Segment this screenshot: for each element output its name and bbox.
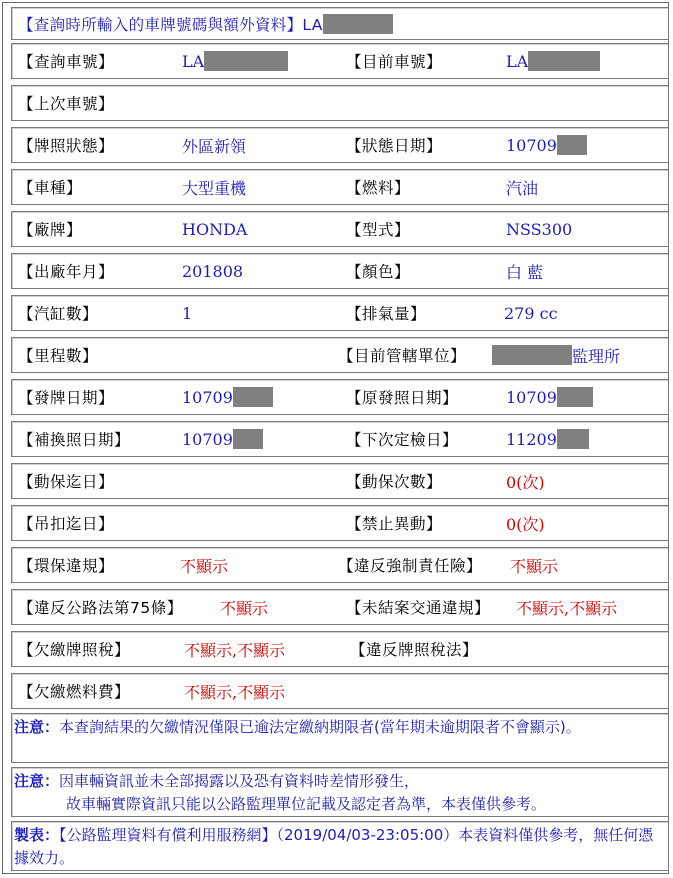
field-label-text: 【車種】 xyxy=(18,179,83,197)
field-label xyxy=(338,548,482,582)
redacted-block xyxy=(557,387,593,407)
field-value xyxy=(506,506,545,540)
info-row xyxy=(11,85,669,121)
note-source xyxy=(11,821,669,871)
field-label-text: 【動保次數】 xyxy=(346,473,443,491)
field-label-text: 【查詢車號】 xyxy=(18,53,115,71)
field-label-text: 【型式】 xyxy=(346,221,411,239)
field-value xyxy=(506,128,587,162)
field-label xyxy=(346,506,442,540)
field-label-text: 【原發照日期】 xyxy=(346,389,459,407)
field-label-text: 【禁止異動】 xyxy=(346,515,443,533)
field-label xyxy=(18,422,130,456)
field-label-text: 【補換照日期】 xyxy=(18,431,131,449)
field-label-text: 【未結案交通違規】 xyxy=(346,599,491,617)
note-overdue xyxy=(11,713,669,763)
field-value xyxy=(492,338,620,372)
field-value xyxy=(516,590,617,624)
info-row xyxy=(11,463,669,499)
field-label-text: 【里程數】 xyxy=(18,347,99,365)
info-row xyxy=(11,631,669,667)
field-label-text: 【欠繳燃料費】 xyxy=(18,683,131,701)
info-row xyxy=(11,211,669,247)
note-key: 注意： xyxy=(14,718,60,736)
field-label-text: 【燃料】 xyxy=(346,179,411,197)
field-label xyxy=(346,254,410,288)
field-label-text: 【汽缸數】 xyxy=(18,305,99,323)
field-value xyxy=(506,464,545,498)
field-label xyxy=(346,590,490,624)
result-table xyxy=(2,2,669,874)
note-key: 製表： xyxy=(14,826,60,844)
field-value xyxy=(182,254,243,288)
info-row xyxy=(11,673,669,709)
query-title: 【查詢時所輸入的車牌號碼與額外資料】LA xyxy=(18,8,393,39)
field-value-text: 11209 xyxy=(506,429,557,449)
field-value xyxy=(182,170,246,204)
field-label xyxy=(338,338,466,372)
field-value-text: HONDA xyxy=(182,219,248,239)
field-label xyxy=(346,464,442,498)
note-line-1: 因車輛資訊並未全部揭露以及恐有資料時差情形發生， xyxy=(59,772,420,790)
field-value xyxy=(506,212,572,246)
field-label-text: 【目前管轄單位】 xyxy=(338,347,467,365)
field-label-text: 【上次車號】 xyxy=(18,95,115,113)
redacted-block xyxy=(557,429,589,449)
field-label xyxy=(346,422,458,456)
redacted-block xyxy=(492,345,572,365)
field-label-text: 【顏色】 xyxy=(346,263,411,281)
field-value-text: LA xyxy=(182,51,205,71)
query-title-row xyxy=(11,7,669,40)
field-value-text: 不顯示,不顯示 xyxy=(516,598,618,618)
redacted-block xyxy=(528,51,600,71)
field-value-text: 不顯示 xyxy=(180,556,229,576)
info-row xyxy=(11,547,669,583)
field-value-text: 汽油 xyxy=(506,178,539,198)
field-value-text: 不顯示 xyxy=(220,598,269,618)
field-label xyxy=(346,44,442,78)
field-value-text: 279 cc xyxy=(504,303,558,323)
info-row xyxy=(11,127,669,163)
field-value xyxy=(220,590,268,624)
field-value-text: 不顯示,不顯示 xyxy=(184,682,286,702)
note-text: 【公路監理資料有償利用服務網】（2019/04/03-23:05:00）本表資料僅供參考，無任何憑據效力。 xyxy=(14,826,654,867)
redacted-block xyxy=(557,135,587,155)
field-label xyxy=(18,86,114,120)
field-value xyxy=(182,128,246,162)
field-value xyxy=(182,380,273,414)
field-value xyxy=(182,296,192,330)
field-value-text: 白 藍 xyxy=(506,262,544,282)
redacted-block xyxy=(233,387,273,407)
field-label-text: 【下次定檢日】 xyxy=(346,431,459,449)
field-label-text: 【違反牌照稅法】 xyxy=(350,641,479,659)
info-row xyxy=(11,169,669,205)
field-value-text: 0(次) xyxy=(506,472,545,492)
field-label xyxy=(346,170,410,204)
info-row xyxy=(11,43,669,79)
field-value-text: 不顯示 xyxy=(510,556,559,576)
info-row xyxy=(11,379,669,415)
field-value xyxy=(506,254,543,288)
field-value-text: 不顯示,不顯示 xyxy=(184,640,286,660)
field-value-text: NSS300 xyxy=(506,219,573,239)
field-label-text: 【違反公路法第75條】 xyxy=(18,599,183,617)
field-value-text: 1 xyxy=(182,303,193,323)
field-label xyxy=(18,254,114,288)
field-label-text: 【發牌日期】 xyxy=(18,389,115,407)
field-label-text: 【吊扣迄日】 xyxy=(18,515,115,533)
redacted-block xyxy=(233,429,263,449)
field-label xyxy=(350,632,478,666)
field-label xyxy=(346,212,410,246)
field-value xyxy=(182,212,247,246)
field-label-text: 【排氣量】 xyxy=(346,305,427,323)
field-label-text: 【目前車號】 xyxy=(346,53,443,71)
field-value-text: 大型重機 xyxy=(182,178,247,198)
field-label xyxy=(18,296,98,330)
field-value xyxy=(510,548,558,582)
field-label xyxy=(18,464,114,498)
info-row xyxy=(11,253,669,289)
field-value xyxy=(506,170,538,204)
field-label-text: 【狀態日期】 xyxy=(346,137,443,155)
field-label xyxy=(18,590,183,624)
field-label-text: 【出廠年月】 xyxy=(18,263,115,281)
field-value-text: 外區新領 xyxy=(182,136,247,156)
field-label xyxy=(18,548,114,582)
field-label-text: 【違反強制責任險】 xyxy=(338,557,483,575)
field-value-text: 0(次) xyxy=(506,514,545,534)
field-value-text: LA xyxy=(506,51,529,71)
field-label xyxy=(346,296,426,330)
field-value xyxy=(184,632,285,666)
field-label xyxy=(18,128,114,162)
field-label xyxy=(18,44,114,78)
field-label xyxy=(18,338,98,372)
field-label-text: 【廠牌】 xyxy=(18,221,83,239)
field-value xyxy=(182,44,288,78)
info-row xyxy=(11,589,669,625)
field-value-text: 201808 xyxy=(182,261,244,281)
field-value xyxy=(182,422,263,456)
info-row xyxy=(11,295,669,331)
field-value-text: 10709 xyxy=(506,135,557,155)
field-value-text: 監理所 xyxy=(572,346,621,366)
info-row xyxy=(11,505,669,541)
field-value-text: 10709 xyxy=(506,387,557,407)
field-label xyxy=(18,380,114,414)
redacted-block xyxy=(204,51,288,71)
note-key: 注意： xyxy=(14,772,60,790)
field-label-text: 【牌照狀態】 xyxy=(18,137,115,155)
note-disclaimer xyxy=(11,767,669,817)
field-value xyxy=(184,674,285,708)
field-label xyxy=(18,506,114,540)
field-label-text: 【環保違規】 xyxy=(18,557,115,575)
field-label xyxy=(18,170,82,204)
field-label-text: 【欠繳牌照稅】 xyxy=(18,641,131,659)
field-value xyxy=(506,44,600,78)
field-label xyxy=(18,632,130,666)
redacted-block xyxy=(323,14,393,34)
field-value xyxy=(180,548,228,582)
note-text: 本查詢結果的欠繳情況僅限已逾法定繳納期限者(當年期未逾期限者不會顯示)。 xyxy=(59,718,581,736)
field-value xyxy=(506,380,593,414)
field-label xyxy=(346,380,458,414)
info-row xyxy=(11,337,669,373)
field-label xyxy=(18,212,82,246)
note-line-2: 故車輛實際資訊只能以公路監理單位記載及認定者為準，本表僅供參考。 xyxy=(66,795,547,813)
field-label xyxy=(346,128,442,162)
field-label xyxy=(18,674,130,708)
field-value xyxy=(504,296,558,330)
info-row xyxy=(11,421,669,457)
field-label-text: 【動保迄日】 xyxy=(18,473,115,491)
field-value-text: 10709 xyxy=(182,387,233,407)
field-value xyxy=(506,422,589,456)
field-value-text: 10709 xyxy=(182,429,233,449)
